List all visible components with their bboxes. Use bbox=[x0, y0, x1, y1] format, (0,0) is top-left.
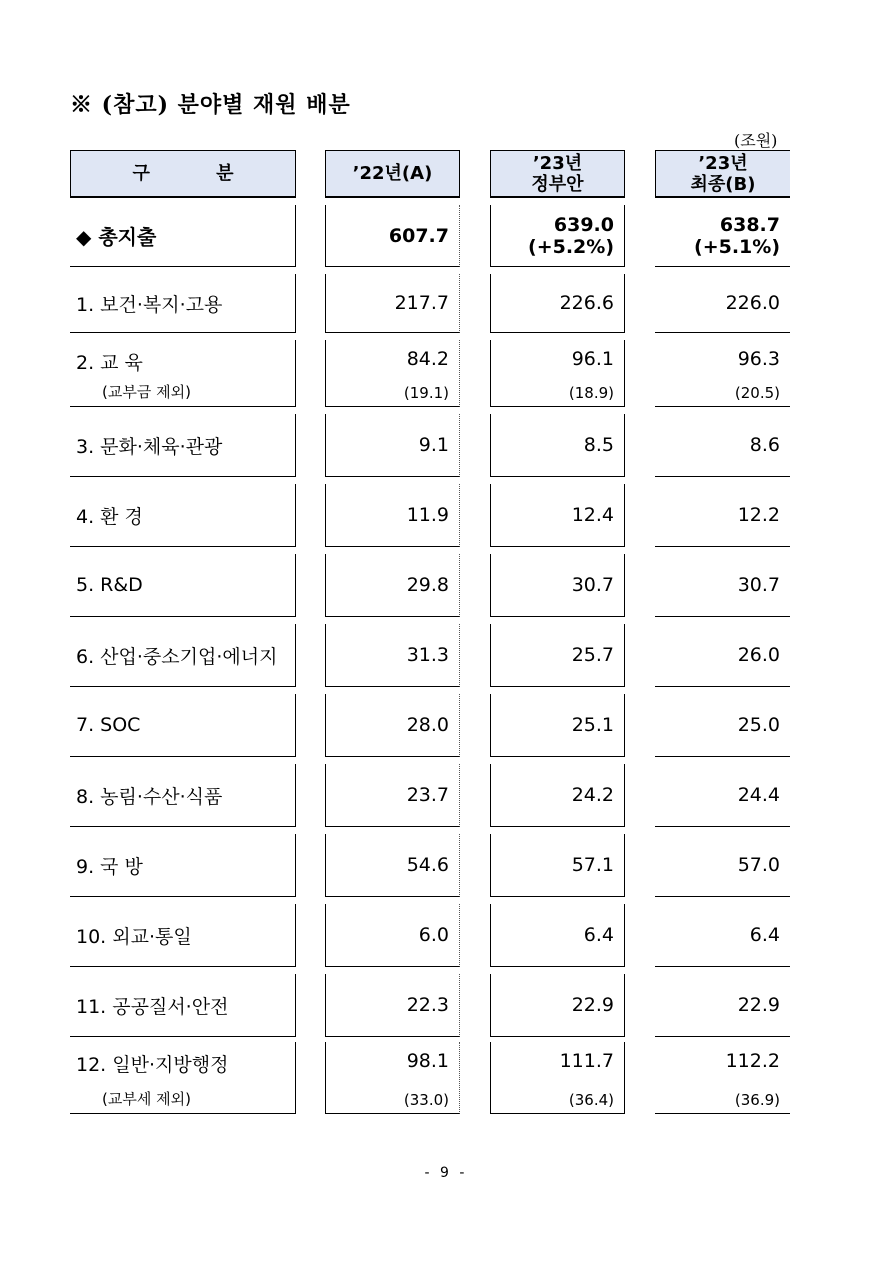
row-label-cell bbox=[70, 624, 296, 687]
row-final-value: 22.9 bbox=[737, 994, 780, 1016]
row-v22-value: 31.3 bbox=[406, 644, 449, 666]
row-label-cell bbox=[70, 340, 296, 407]
row-label-cell bbox=[70, 764, 296, 827]
row-gov-cell bbox=[490, 554, 625, 617]
header-2023-gov bbox=[490, 150, 625, 198]
row-sublabel: (교부금 제외) bbox=[102, 383, 191, 401]
row-final-value: 30.7 bbox=[737, 574, 780, 596]
row-label-cell bbox=[70, 414, 296, 477]
row-label-cell bbox=[70, 694, 296, 757]
row-final-cell bbox=[655, 764, 790, 827]
row-final-value: 12.2 bbox=[737, 504, 780, 526]
row-v22-value: 9.1 bbox=[418, 434, 449, 456]
row-final-cell bbox=[655, 1042, 790, 1114]
row-v22-value: 23.7 bbox=[406, 784, 449, 806]
row-gov-value: 24.2 bbox=[571, 784, 614, 806]
row-gov-value: 12.4 bbox=[571, 504, 614, 526]
row-label: 4. 환 경 bbox=[76, 505, 143, 528]
row-gov-cell bbox=[490, 274, 625, 333]
row-label: 8. 농림·수산·식품 bbox=[76, 785, 223, 808]
row-final-value: 25.0 bbox=[737, 714, 780, 736]
row-gov-value: 30.7 bbox=[571, 574, 614, 596]
row-v22-cell bbox=[325, 340, 460, 407]
row-label: 3. 문화·체육·관광 bbox=[76, 435, 223, 458]
row-v22-value: 6.0 bbox=[418, 924, 449, 946]
total-label: ◆ 총지출 bbox=[76, 225, 157, 249]
row-final-cell bbox=[655, 554, 790, 617]
total-2022: 607.7 bbox=[388, 224, 449, 247]
row-v22-cell bbox=[325, 274, 460, 333]
row-gov-cell bbox=[490, 624, 625, 687]
row-v22-subvalue: (19.1) bbox=[403, 384, 449, 402]
row-label-cell bbox=[70, 974, 296, 1037]
row-final-cell bbox=[655, 624, 790, 687]
row-label: 9. 국 방 bbox=[76, 855, 143, 878]
row-v22-value: 84.2 bbox=[406, 348, 449, 370]
row-v22-value: 217.7 bbox=[394, 292, 449, 314]
row-gov-cell bbox=[490, 1042, 625, 1114]
row-gov-subvalue: (18.9) bbox=[568, 384, 614, 402]
row-v22-subvalue: (33.0) bbox=[403, 1091, 449, 1109]
row-gov-cell bbox=[490, 764, 625, 827]
header-2022 bbox=[325, 150, 460, 198]
header-category: 구 분 bbox=[70, 150, 296, 198]
row-final-value: 96.3 bbox=[737, 348, 780, 370]
total-gov-value: 639.0 bbox=[553, 213, 614, 236]
row-final-cell bbox=[655, 974, 790, 1037]
row-final-value: 8.6 bbox=[749, 434, 780, 456]
row-final-value: 112.2 bbox=[725, 1050, 780, 1072]
row-gov-cell bbox=[490, 694, 625, 757]
row-label: 6. 산업·중소기업·에너지 bbox=[76, 645, 278, 668]
row-v22-cell bbox=[325, 554, 460, 617]
header-2023-final bbox=[655, 150, 790, 198]
row-v22-cell bbox=[325, 1042, 460, 1114]
row-gov-value: 22.9 bbox=[571, 994, 614, 1016]
row-gov-value: 8.5 bbox=[583, 434, 614, 456]
total-final bbox=[655, 205, 790, 266]
row-v22-cell bbox=[325, 414, 460, 477]
row-gov-cell bbox=[490, 340, 625, 407]
row-label: 11. 공공질서·안전 bbox=[76, 995, 229, 1018]
total-gov bbox=[491, 205, 624, 266]
row-gov-value: 226.6 bbox=[559, 292, 614, 314]
row-v22-value: 29.8 bbox=[406, 574, 449, 596]
row-v22-cell bbox=[325, 484, 460, 547]
row-v22-value: 28.0 bbox=[406, 714, 449, 736]
row-v22-cell bbox=[325, 974, 460, 1037]
row-gov-value: 111.7 bbox=[559, 1050, 614, 1072]
row-v22-value: 98.1 bbox=[406, 1050, 449, 1072]
row-v22-cell bbox=[325, 764, 460, 827]
row-v22-cell bbox=[325, 624, 460, 687]
row-sublabel: (교부세 제외) bbox=[102, 1090, 191, 1108]
row-v22-cell bbox=[325, 694, 460, 757]
row-final-value: 6.4 bbox=[749, 924, 780, 946]
row-gov-cell bbox=[490, 484, 625, 547]
row-final-cell bbox=[655, 834, 790, 897]
row-final-cell bbox=[655, 340, 790, 407]
row-label-cell bbox=[70, 1042, 296, 1114]
row-final-cell bbox=[655, 904, 790, 967]
row-final-value: 226.0 bbox=[725, 292, 780, 314]
row-gov-value: 25.7 bbox=[571, 644, 614, 666]
total-final-cell bbox=[655, 205, 790, 267]
row-label-cell bbox=[70, 274, 296, 333]
total-2022-cell bbox=[325, 205, 460, 267]
header-2022-text: ’22년(A) bbox=[352, 163, 433, 184]
row-label: 10. 외교·통일 bbox=[76, 925, 192, 948]
row-final-cell bbox=[655, 694, 790, 757]
row-label: 12. 일반·지방행정 bbox=[76, 1054, 229, 1076]
page-title: ※ (참고) 분야별 재원 배분 bbox=[70, 92, 351, 118]
row-final-value: 57.0 bbox=[737, 854, 780, 876]
row-gov-cell bbox=[490, 834, 625, 897]
page-number: - 9 - bbox=[424, 1165, 468, 1181]
row-gov-cell bbox=[490, 414, 625, 477]
header-2023-final-text: ’23년 최종(B) bbox=[690, 152, 756, 195]
row-v22-value: 11.9 bbox=[406, 504, 449, 526]
row-final-subvalue: (20.5) bbox=[734, 384, 780, 402]
row-gov-cell bbox=[490, 904, 625, 967]
total-final-pct: (+5.1%) bbox=[694, 235, 780, 258]
row-label-cell bbox=[70, 484, 296, 547]
total-final-value: 638.7 bbox=[719, 213, 780, 236]
row-v22-value: 22.3 bbox=[406, 994, 449, 1016]
header-2023-gov-text: ’23년 정부안 bbox=[531, 152, 584, 195]
row-label-cell bbox=[70, 904, 296, 967]
row-label: 2. 교 육 bbox=[76, 352, 143, 374]
row-final-cell bbox=[655, 414, 790, 477]
total-gov-cell bbox=[490, 205, 625, 267]
row-label: 1. 보건·복지·고용 bbox=[76, 293, 223, 316]
row-gov-value: 96.1 bbox=[571, 348, 614, 370]
row-gov-subvalue: (36.4) bbox=[568, 1091, 614, 1109]
total-gov-pct: (+5.2%) bbox=[528, 235, 614, 258]
row-gov-cell bbox=[490, 974, 625, 1037]
row-gov-value: 6.4 bbox=[583, 924, 614, 946]
row-gov-value: 57.1 bbox=[571, 854, 614, 876]
row-v22-cell bbox=[325, 834, 460, 897]
row-label: 5. R&D bbox=[76, 574, 143, 596]
row-final-subvalue: (36.9) bbox=[734, 1091, 780, 1109]
row-final-cell bbox=[655, 274, 790, 333]
row-final-value: 24.4 bbox=[737, 784, 780, 806]
row-v22-value: 54.6 bbox=[406, 854, 449, 876]
row-label-cell bbox=[70, 834, 296, 897]
row-label-cell bbox=[70, 554, 296, 617]
row-final-value: 26.0 bbox=[737, 644, 780, 666]
row-v22-cell bbox=[325, 904, 460, 967]
row-gov-value: 25.1 bbox=[571, 714, 614, 736]
row-final-cell bbox=[655, 484, 790, 547]
unit-label: (조원) bbox=[734, 131, 778, 150]
row-label: 7. SOC bbox=[76, 714, 141, 736]
total-label-cell bbox=[70, 205, 296, 267]
